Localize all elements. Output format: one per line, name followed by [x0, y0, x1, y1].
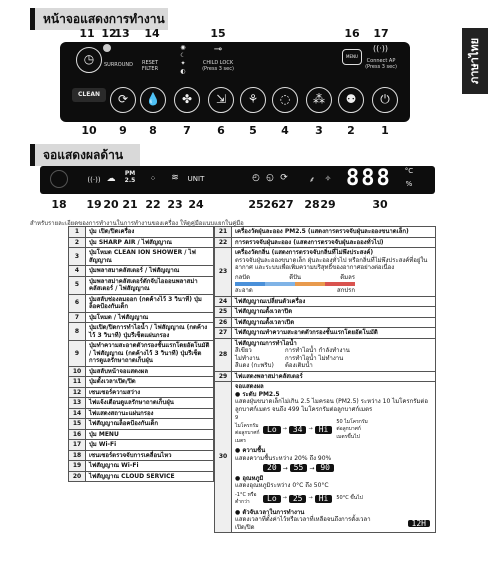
label-2: 2 — [347, 124, 355, 137]
humidify-indicator-icon: ⸙ — [309, 175, 315, 184]
table-row — [69, 419, 214, 430]
label-27: 27 — [278, 198, 294, 211]
table-row — [69, 408, 214, 419]
label-4: 4 — [281, 124, 289, 137]
row-number: 16 — [69, 429, 86, 440]
row-text: เครื่องวัดฝุ่นละออง PM2.5 (แสดงการตรวจจับฝุ่นละอองขนาดเล็ก) — [232, 227, 436, 238]
table-row — [215, 338, 436, 371]
label-15: 15 — [210, 27, 226, 40]
row-text: ปุ่มโหมด / ไฟสัญญาณ — [86, 312, 214, 323]
label-24: 24 — [188, 198, 204, 211]
pm25-indicator: PM 2.5 — [124, 170, 136, 184]
row-text: ปุ่มพลาสมาคลัสเตอร์ / ไฟสัญญาณ — [86, 266, 214, 277]
dust-indicator-icon: ⁘ — [149, 174, 157, 183]
label-8: 8 — [149, 124, 157, 137]
label-14: 14 — [144, 27, 160, 40]
clean-ion-shower-button[interactable]: ⁂ — [306, 87, 332, 113]
level-bar — [235, 282, 355, 286]
table-row — [215, 328, 436, 339]
label-23: 23 — [167, 198, 183, 211]
table-row — [215, 237, 436, 248]
label-21: 21 — [122, 198, 138, 211]
row-text: ไฟแจ้งเตือนดูแลรักษาถาดเก็บฝุ่น — [86, 398, 214, 409]
row-text: เครื่องวัดกลิ่น (แสดงการตรวจจับกลิ่นที่ไม่พึงประสงค์) ตรวจจับฝุ่นละอองขนาดเล็ก ฝุ่นละอองทั่วไป หรือกลิ่นที่ไม่พึงประสงค์ที่อยู่ในอากาศ และระบบเพื่อเพิ่มความบริสุทธิ์ของอากาศอย่างต่อเนื่อง กลปัด ดีปัน ดีมลร สะอาด สกปรก — [232, 248, 436, 297]
row-number: 22 — [215, 237, 232, 248]
row-number: 1 — [69, 227, 86, 238]
connect-ap-label: Connect AP (Press 3 sec) — [365, 58, 397, 70]
plasmacluster-indicator-icon: ✧ — [324, 174, 332, 183]
label-29: 29 — [320, 198, 336, 211]
row-number: 12 — [69, 387, 86, 398]
label-30: 30 — [372, 198, 388, 211]
row-text: ไฟแสดงสถานะแผ่นกรอง — [86, 408, 214, 419]
row-number: 19 — [69, 461, 86, 472]
row-text: ไฟสัญญาณ Wi-Fi — [86, 461, 214, 472]
mode-icons-column: ◉ ☾ ✦ ◐ — [180, 44, 186, 75]
row-text: เซนเซอร์ตรวจจับการเคลื่อนไหว — [86, 450, 214, 461]
row-text: ไฟแสดงพลาสม่าคลัสเตอร์ — [232, 371, 436, 382]
row-number: 15 — [69, 419, 86, 430]
row-number: 3 — [69, 248, 86, 266]
off-timer-icon: ◴ — [252, 173, 260, 183]
row-text: ปุ่ม เปิด/ปิดเครื่อง — [86, 227, 214, 238]
child-lock-icon: ⊸ — [213, 44, 223, 55]
row-text: ปุ่มโหมด CLEAN ION SHOWER / ไฟสัญญาณ — [86, 248, 214, 266]
table-row — [69, 440, 214, 451]
label-28: 28 — [304, 198, 320, 211]
label-6: 6 — [217, 124, 225, 137]
row-number: 28 — [215, 338, 232, 371]
unit-indicator: UNIT — [187, 175, 205, 183]
sharp-air-button[interactable]: ⚉ — [338, 87, 364, 113]
motion-sensor — [50, 170, 68, 188]
child-lock-label: CHILD LOCK (Press 3 sec) — [202, 60, 234, 72]
label-12: 12 — [101, 27, 117, 40]
airflow-switch-button[interactable]: ⇲ — [208, 87, 234, 113]
row-number: 24 — [215, 296, 232, 307]
row-number: 14 — [69, 408, 86, 419]
plasmacluster-catch-button[interactable]: ⚘ — [240, 87, 266, 113]
row-number: 17 — [69, 440, 86, 451]
label-9: 9 — [119, 124, 127, 137]
table-row — [69, 461, 214, 472]
row-number: 21 — [215, 227, 232, 238]
left-description-table — [68, 226, 214, 482]
row-text: ปุ่ม Wi-Fi — [86, 440, 214, 451]
row-number: 7 — [69, 312, 86, 323]
row-number: 2 — [69, 237, 86, 248]
display-switch-button[interactable]: CLEAN — [72, 88, 106, 102]
row-number: 10 — [69, 366, 86, 377]
language-tab: ภาษาไทย — [462, 28, 488, 94]
label-25: 25 — [248, 198, 264, 211]
row-text: ไฟสัญญาณการทำไอน้ำ สีเขียว การทำไอน้ำ กำลังทำงาน ไม่ทำงาน การทำไอน้ำ ไม่ทำงาน สีแดง (กะพริบ) ต้องเติมน้ำ — [232, 338, 436, 371]
row-text: ไฟสัญญาณ CLOUD SERVICE — [86, 471, 214, 482]
table-row — [215, 248, 436, 297]
row-number: 18 — [69, 450, 86, 461]
odor-indicator-icon: ≋ — [171, 173, 179, 183]
row-text: ปุ่มตั้งเวลาเปิด/ปิด — [86, 377, 214, 388]
table-row — [215, 227, 436, 238]
section-title-front-display: จอแสดงผลด้าน — [30, 144, 140, 166]
row-text: ปุ่มทำความสะอาดตัวกรองชั้นแรกโดยอัตโนมัติ / ไฟสัญญาณ (กดค้างไว้ 3 วินาที) ปุ่มรีเซ็ตการดูแลรักษาถาดเก็บฝุ่น — [86, 341, 214, 367]
table-row — [69, 377, 214, 388]
main-display-digits: 888 — [346, 166, 392, 191]
wifi-signal-icon: ((·)) — [87, 176, 101, 184]
percent-indicator: % — [405, 180, 413, 188]
label-11: 11 — [79, 27, 95, 40]
table-row — [69, 294, 214, 312]
table-row — [69, 387, 214, 398]
row-text: ปุ่มเปิด/ปิดการทำไอน้ำ / ไฟสัญญาณ (กดค้างไว้ 3 วินาที) ปุ่มรีเซ็ตแผ่นกรอง — [86, 323, 214, 341]
row-number: 8 — [69, 323, 86, 341]
section-title-control-panel: หน้าจอแสดงการทำงาน — [30, 8, 168, 30]
row-text: ปุ่มพลาสม่าคลัสเตอร์ดักจับไอออนพลาสม่าคลัสเตอร์ / ไฟสัญญาณ — [86, 276, 214, 294]
level-scale: กลปัด ดีปัน ดีมลร — [235, 273, 355, 281]
on-timer-icon: ◵ — [266, 173, 274, 183]
table-row — [215, 296, 436, 307]
humidify-button[interactable]: 💧 — [140, 87, 166, 113]
cloud-service-icon: ☁ — [106, 174, 116, 184]
row-number: 23 — [215, 248, 232, 297]
table-row — [69, 227, 214, 238]
row-number: 27 — [215, 328, 232, 339]
table-row — [215, 382, 436, 533]
row-text: การตรวจจับฝุ่นละออง (แสดงการตรวจจับฝุ่นละอองทั่วไป) — [232, 237, 436, 248]
row-number: 20 — [69, 471, 86, 482]
row-number: 13 — [69, 398, 86, 409]
row-number: 26 — [215, 317, 232, 328]
row-text: ปุ่ม SHARP AIR / ไฟสัญญาณ — [86, 237, 214, 248]
plasmacluster-button[interactable]: ◌ — [272, 87, 298, 113]
row-number: 6 — [69, 294, 86, 312]
wifi-icon[interactable]: ((·)) — [373, 44, 389, 53]
footnote: สำหรับรายละเอียดของการทำงานในการทำงานของเครื่อง ให้ดูคู่มือแนบแยกในคู่มือ — [30, 220, 244, 227]
reset-filter-label: RESET FILTER — [141, 60, 159, 72]
row-number: 4 — [69, 266, 86, 277]
table-row — [69, 323, 214, 341]
row-text: ไฟสัญญาณทำความสะอาดตัวกรองชั้นแรกโดยอัตโนมัติ — [232, 328, 436, 339]
row-text: ไฟสัญญาณตั้งเวลาปิด — [232, 307, 436, 318]
auto-clean-filter-button[interactable]: ⟳ — [110, 87, 136, 113]
table-row — [69, 276, 214, 294]
label-7: 7 — [183, 124, 191, 137]
row-number: 11 — [69, 377, 86, 388]
label-5: 5 — [249, 124, 257, 137]
row-number: 9 — [69, 341, 86, 367]
timer-button[interactable]: ◷ — [76, 47, 102, 73]
row-text: เซนเซอร์ความสว่าง — [86, 387, 214, 398]
table-row — [69, 341, 214, 367]
table-row — [69, 248, 214, 266]
table-row — [69, 366, 214, 377]
label-26: 26 — [263, 198, 279, 211]
table-row — [69, 398, 214, 409]
label-17: 17 — [373, 27, 389, 40]
mode-fan-button[interactable]: ✤ — [174, 87, 200, 113]
row-text: จอแสดงผล ● ระดับ PM2.5 แสดงฝุ่นขนาดเล็กไม่เกิน 2.5 ไมครอน (PM2.5) ระหว่าง 10 ไมโครกรัมต่อลูกบาศก์เมตร จนถึง 499 ไมโครกรัมต่อลูกบาศก์เมตร 9 ไมโครกรัมต่อลูกบาศก์เมตร Lo → 34 → Hi 50 ไมโครกรัมต่อลูกบาศก์เมตรขึ้นไป ● ความชื้น แสดงความชื้นระหว่าง 20% ถึง 90% 20 → 55 → 90 ● อุณหภูมิ แสดงอุณหภูมิระหว่าง 0°C ถึง 50°C -1°C หรือต่ำกว่า Lo → 25 → Hi 50°C ขึ้นไป ● ตัวจับเวลาในการทำงาน แสดงเวลาที่ตั้งค่าไว้หรือเวลาที่เหลือจนถึงการตั้งเวลาเปิด/ปิด 12H — [232, 382, 436, 533]
label-18: 18 — [51, 198, 67, 211]
table-row — [69, 237, 214, 248]
row-text: ปุ่ม MENU — [86, 429, 214, 440]
row-text: ปุ่มสลับหน้าจอแสดงผล — [86, 366, 214, 377]
row-text: ไฟสัญญาณตั้งเวลาเปิด — [232, 317, 436, 328]
label-19: 19 — [86, 198, 102, 211]
menu-button[interactable]: MENU — [342, 49, 362, 65]
label-10: 10 — [81, 124, 97, 137]
row-text: ไฟสัญญาณล็อคป้องกันเด็ก — [86, 419, 214, 430]
label-22: 22 — [145, 198, 161, 211]
right-description-table — [214, 226, 436, 533]
row-number: 5 — [69, 276, 86, 294]
row-text: ไฟสัญญาณเปลี่ยนตัวเครื่อง — [232, 296, 436, 307]
power-button[interactable]: ⏻ — [372, 87, 398, 113]
table-row — [69, 450, 214, 461]
table-row — [69, 429, 214, 440]
celsius-indicator: °C — [404, 167, 414, 175]
label-16: 16 — [344, 27, 360, 40]
row-text: ปุ่มสลับช่องลมออก (กดค้างไว้ 3 วินาที) ปุ่มล็อคป้องกันเด็ก — [86, 294, 214, 312]
auto-clean-indicator-icon: ⟳ — [280, 173, 288, 183]
table-row — [215, 307, 436, 318]
row-number: 30 — [215, 382, 232, 533]
table-row — [69, 312, 214, 323]
label-3: 3 — [315, 124, 323, 137]
table-row — [69, 471, 214, 482]
table-row — [215, 371, 436, 382]
row-number: 29 — [215, 371, 232, 382]
row-number: 25 — [215, 307, 232, 318]
surround-indicator-label: SURROUND — [104, 62, 133, 68]
table-row — [215, 317, 436, 328]
label-20: 20 — [103, 198, 119, 211]
light-sensor-dot — [103, 44, 111, 52]
label-13: 13 — [114, 27, 130, 40]
label-1: 1 — [381, 124, 389, 137]
table-row — [69, 266, 214, 277]
